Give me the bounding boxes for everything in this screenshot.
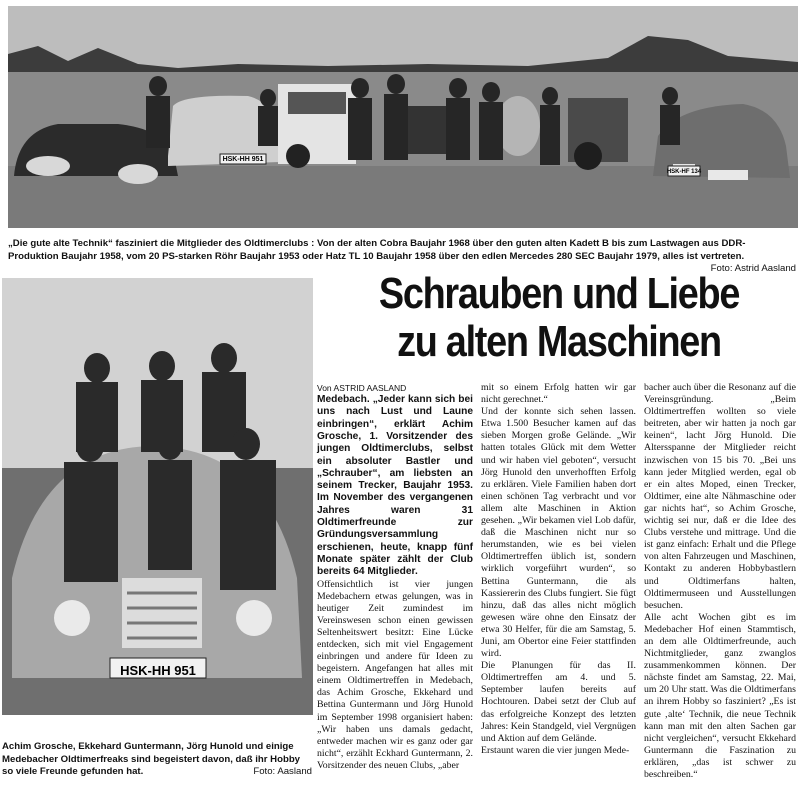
body-paragraph: Offensichtlich ist vier jungen Medebachern etwas gelungen, was in heutiger Zeit zumindest im Vereinswesen schon einen gewissen Seltenheitswert besitzt: Eine Lücke entdecken, sich mit viel Engagement einbringen und andere für Ideen zu begeistern. Angefangen hat alles mit einem Oldtimertreffen in Medebach, das Achim Grosche, Ekkehard und Bettina Guntermann und Jörg Hunold im September 1998 organisiert haben: „Wir haben uns damals gedacht, entweder machen wir es ganz oder gar nicht“, erzählt Eckhard Guntermann, 2. Vorsitzender des neuen Clubs, „aber [317,578,473,771]
bottom-photo-caption [2,741,312,779]
bottom-caption-text: Achim Grosche, Ekkehard Guntermann, Jörg Hunold und einige Medebacher Oldtimerfreaks sind begeistert davon, daß ihr Hobby so viele Freunde gefunden hat. [2,741,301,777]
body-paragraph: Alle acht Wochen gibt es im Medebacher Hof einen Stammtisch, an dem alle Oldtimerfreunde, auch Nichtmitglieder, ganz zwanglos zusammenkommen können. Der nächste findet am Samstag, 22. Mai, um 20 Uhr statt. Was die Oldtimerfans an ihrem Hobby so fasziniert? „Es ist gute ‚alte‘ Technik, die neue Technik kann man mit den alten Sachen gar nicht vergleichen“, versucht Ekkehard Guntermann die Faszination zu erklären, „das ist schwer zu beschreiben.“ [644,611,796,780]
headline-line-2: zu alten Maschinen [397,317,721,366]
top-left-car-plate-text: HSK-HH 951 [222,156,264,163]
byline: Von ASTRID AASLAND [317,383,407,393]
top-right-car-plate-text: HSK-HF 134 [666,169,702,175]
article-headline [355,270,763,366]
body-paragraph: Die Planungen für das II. Oldtimertreffen am 4. und 5. September laufen bereits auf Hochtouren. Dabei setzt der Club auf das erfolgreiche Konzept des letzten Jahres: Kein Standgeld, viel Vergnügen und Aktion auf dem Gelände. [481,660,636,744]
article-column-2 [481,382,636,757]
body-paragraph: Erstaunt waren die vier jungen Mede- [481,744,630,756]
body-paragraph: mit so einem Erfolg hatten wir gar nicht gerechnet.“ [481,382,636,406]
headline-line-1: Schrauben und Liebe [378,269,740,318]
article-column-3 [644,382,796,781]
top-caption-text: „Die gute alte Technik“ fasziniert die Mitglieder des Oldtimerclubs : Von der alten Cobra Baujahr 1968 über den guten alten Kadett B bis zum Lastwagen aus DDR-Produktion Baujahr 1958, vom 20 PS-starken Röhr Baujahr 1953 oder Hatz TL 10 Baujahr 1958 über den edlen Mercedes 280 SEC Baujahr 1979, alles ist vertreten. [8,238,746,262]
club-members-illustration [2,278,313,715]
vehicle-lineup-illustration [8,6,798,228]
body-paragraph: bacher auch über die Resonanz auf die Vereinsgründung. „Beim Oldtimertreffen wollten so viele beitreten, aber wir hatten ja noch gar keinen“, lacht Jörg Hunold. Die Altersspanne der Mitglieder reicht inzwischen von 15 bis 70. „Bei uns kann jeder Mitglied werden, egal ob er ein altes Moped, einen Trecker, Oldtimer, eine alte Nähmaschine oder gar nichts hat“, so Achim Grosche, wichtig sei nur, daß er die Idee des Clubs verstehe und mittrage. Und die ist ganz einfach: Erhalt und die Pflege von alten Fahrzeugen und Maschinen, Kontakt zu anderen Hobbybastlern und Oldtimerfans halten, Oldtimermuseen und Ausstellungen besuchen. [644,382,796,611]
body-paragraph: Und der konnte sich sehen lassen. Etwa 1.500 Besucher kamen auf das sieben Morgen große Gelände. „Wir hatten totales Glück mit dem Wetter und wir haben viel geboten“, versucht Jörg Hunold den unverhofften Erfolg zu erklären. Viele Familien haben dort einen schönen Tag verbracht und vor allem alte Maschinen in Aktion gesehen. „Wir bekamen viel Lob dafür, daß die Maschinen nicht nur so herumstanden, wie es bei vielen Oldtimertreffen üblich ist, sondern wirklich vorgeführt wurden“, so Bettina Guntermann, die als Kassiererin des Clubs fungiert. Sie fügt hinzu, daß das alles nicht möglich gewesen wäre ohne den Einsatz der etwa 30 Helfer, für die am Samstag, 5. Juni, am Obertor eine Feier stattfinden wird. [481,406,636,660]
bottom-photo [2,278,313,715]
article-column-1 [317,382,473,772]
truck-plate-text: HSK-HH 951 [120,663,196,678]
lead-paragraph: Medebach. „Jeder kann sich bei uns nach Lust und Laune einbringen“, erklärt Achim Grosche, 1. Vorsitzender des jungen Oldtimerclubs, selbst ein absoluter Bastler und „Schrauber“, am liebsten an seinem Trecker, Baujahr 1953. Im November des vergangenen Jahres waren 31 Oldtimerfreunde zur Gründungsversammlung erschienen, heute, knapp fünf Monate später zählt der Club bereits 64 Mitglieder. [317,394,473,578]
top-photo [8,6,798,228]
top-photo-credit: Foto: Astrid Aasland [710,263,796,274]
bottom-photo-credit: Foto: Aasland [253,766,312,777]
